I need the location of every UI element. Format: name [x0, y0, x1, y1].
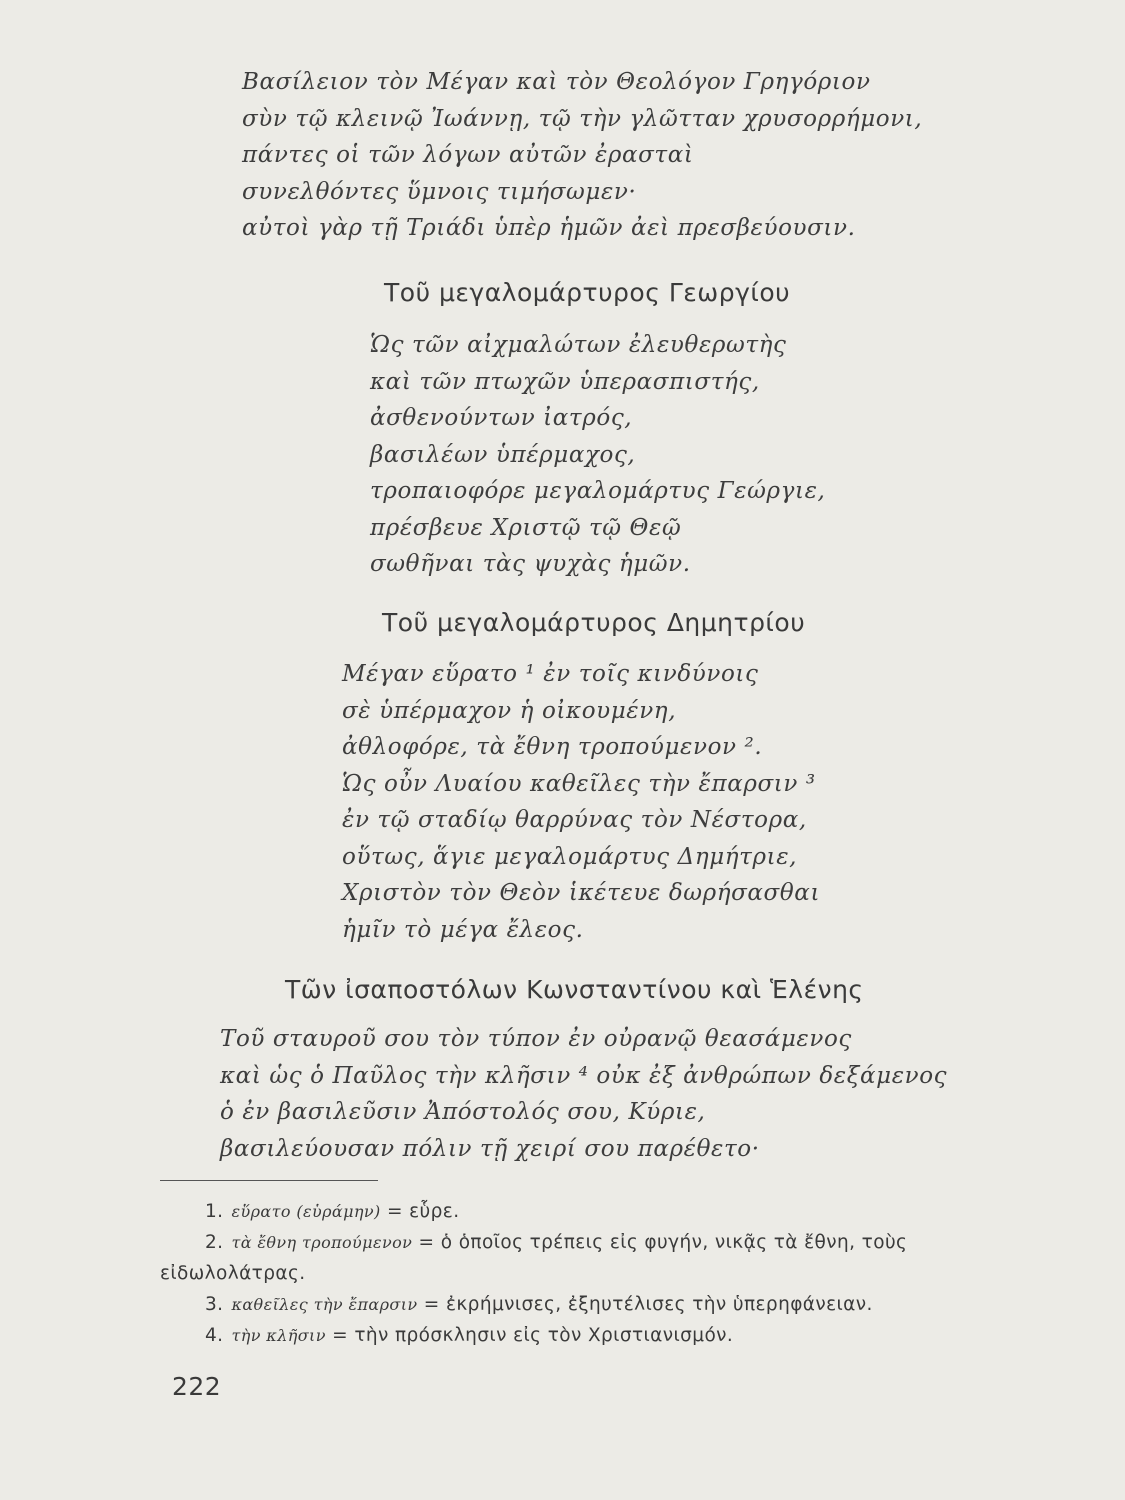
verse-line: Βασίλειον τὸν Μέγαν καὶ τὸν Θεολόγον Γρηγόριον: [242, 69, 871, 95]
hymn-georgios: [370, 327, 825, 583]
section-title-dimitrios: Τοῦ μεγαλομάρτυρος Δημητρίου: [382, 608, 806, 637]
footnote-3: [160, 1289, 1040, 1320]
footnote-lemma: τὰ ἔθνη τροπούμενον: [231, 1233, 413, 1252]
page-number: 222: [172, 1372, 222, 1401]
footnote-lemma: εὕρατο (εὑράμην): [231, 1202, 381, 1221]
verse-line: συνελθόντες ὕμνοις τιμήσωμεν·: [242, 178, 637, 205]
verse-line: πάντες οἱ τῶν λόγων αὐτῶν ἐρασταὶ: [242, 142, 694, 168]
verse-line: Μέγαν εὕρατο ¹ ἐν τοῖς κινδύνοις: [342, 661, 759, 687]
verse-line: βασιλεύουσαν πόλιν τῇ χειρί σου παρέθετο·: [220, 1135, 760, 1162]
verse-line: Ὡς οὖν Λυαίου καθεῖλες τὴν ἔπαρσιν ³: [342, 770, 816, 797]
section-title-georgios: Τοῦ μεγαλομάρτυρος Γεωργίου: [384, 278, 791, 307]
verse-line: Ὡς τῶν αἰχμαλώτων ἐλευθερωτὴς: [370, 332, 787, 358]
footnote-text: ἐκρήμνισες, ἐξηυτέλισες τὴν ὑπερηφάνειαν.: [445, 1294, 873, 1315]
footnote-separator: =: [380, 1201, 410, 1222]
footnote-separator: =: [325, 1325, 355, 1346]
verse-line: καὶ τῶν πτωχῶν ὑπερασπιστής,: [370, 368, 760, 395]
verse-line: βασιλέων ὑπέρμαχος,: [370, 441, 636, 468]
footnote-number: 4.: [205, 1325, 224, 1346]
footnote-text: τὴν πρόσκλησιν εἰς τὸν Χριστιανισμόν.: [354, 1325, 734, 1346]
verse-line: αὐτοὶ γὰρ τῇ Τριάδι ὑπὲρ ἡμῶν ἀεὶ πρεσβεύουσιν.: [242, 215, 856, 241]
footnote-lemma: τὴν κλῆσιν: [231, 1326, 326, 1345]
footnote-1: [160, 1196, 1040, 1227]
verse-line: Τοῦ σταυροῦ σου τὸν τύπον ἐν οὐρανῷ θεασάμενος: [220, 1026, 852, 1052]
footnotes: [160, 1196, 1040, 1351]
verse-line: ἐν τῷ σταδίῳ θαρρύνας τὸν Νέστορα,: [342, 807, 807, 833]
verse-line: ὁ ἐν βασιλεῦσιν Ἀπόστολός σου, Κύριε,: [220, 1099, 706, 1125]
verse-line: σὺν τῷ κλεινῷ Ἰωάννῃ, τῷ τὴν γλῶτταν χρυσορρήμονι,: [242, 105, 923, 132]
footnote-number: 3.: [205, 1294, 224, 1315]
hymn-konstantinos-eleni: [220, 1021, 947, 1167]
footnote-text: εὗρε.: [409, 1201, 460, 1222]
verse-line: ἀσθενούντων ἰατρός,: [370, 405, 633, 431]
verse-line: οὕτως, ἅγιε μεγαλομάρτυς Δημήτριε,: [342, 843, 798, 870]
hymn-basil-gregory-john: [242, 64, 922, 247]
footnote-divider: [160, 1180, 378, 1181]
footnote-lemma: καθεῖλες τὴν ἔπαρσιν: [231, 1295, 418, 1314]
footnote-number: 2.: [205, 1232, 224, 1253]
verse-line: σωθῆναι τὰς ψυχὰς ἡμῶν.: [370, 551, 691, 577]
footnote-text: ὁ ὁποῖος τρέπεις εἰς φυγήν, νικᾷς τὰ ἔθνη, τοὺς εἰδωλολάτρας.: [160, 1232, 908, 1284]
verse-line: Χριστὸν τὸν Θεὸν ἱκέτευε δωρήσασθαι: [342, 880, 821, 906]
verse-line: ἀθλοφόρε, τὰ ἔθνη τροπούμενον ².: [342, 734, 763, 760]
verse-line: τροπαιοφόρε μεγαλομάρτυς Γεώργιε,: [370, 478, 826, 504]
hymn-dimitrios: [342, 656, 820, 948]
verse-line: καὶ ὡς ὁ Παῦλος τὴν κλῆσιν ⁴ οὐκ ἐξ ἀνθρώπων δεξάμενος: [220, 1062, 948, 1089]
footnote-2: [160, 1227, 1040, 1289]
section-title-konstantinos-eleni: Τῶν ἰσαποστόλων Κωνσταντίνου καὶ Ἑλένης: [285, 975, 864, 1004]
footnote-4: [160, 1320, 1040, 1351]
footnote-separator: =: [417, 1294, 446, 1315]
verse-line: ἡμῖν τὸ μέγα ἔλεος.: [342, 916, 584, 943]
verse-line: σὲ ὑπέρμαχον ἡ οἰκουμένη,: [342, 697, 677, 724]
verse-line: πρέσβευε Χριστῷ τῷ Θεῷ: [370, 514, 682, 541]
footnote-number: 1.: [205, 1201, 224, 1222]
footnote-separator: =: [412, 1232, 441, 1253]
